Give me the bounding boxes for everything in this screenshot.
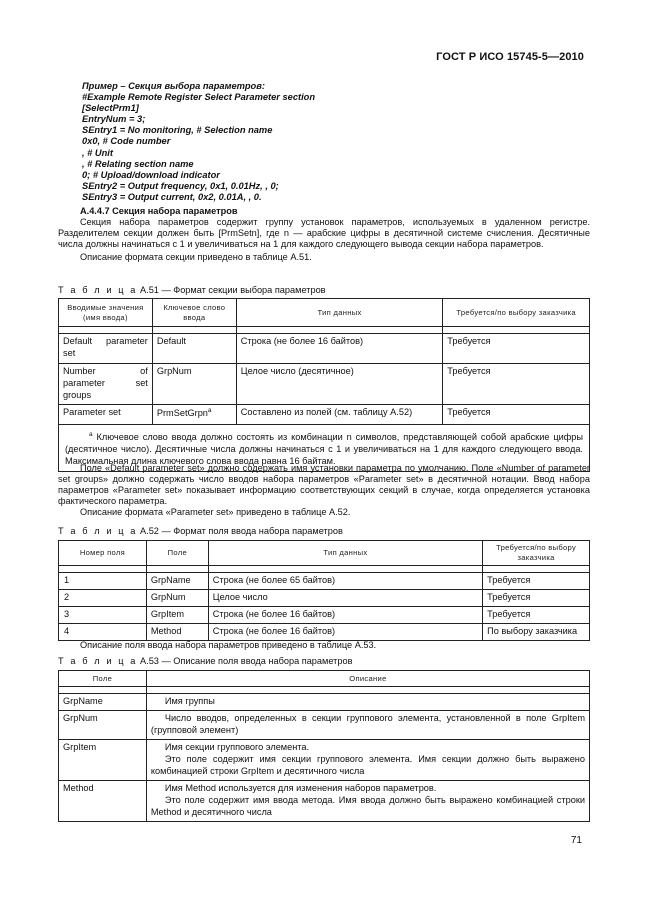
column-header: Поле [146, 541, 208, 566]
standard-header: ГОСТ Р ИСО 15745-5—2010 [436, 51, 584, 63]
column-header: Вводимые значения (имя ввода) [59, 299, 153, 327]
table-row: Number of parameter set groups GrpNum Целое число (десятичное) Требуется [59, 364, 590, 405]
paragraph-after-a51: Поле «Default parameter set» должно содержать имя установки параметра по умолчанию. Поле «Number of parameter set groups» должно содержать число вводов набора параметров «Parameter set» в десятичной нотации. Ввод набора параметров «Parameter set» показывает информацию соответствующих секций в случае, когда определяется установка фактического параметра. Описание формата «Parameter set» приведено в таблице A.52. [58, 463, 590, 518]
table-row: 2 GrpNum Целое число Требуется [59, 589, 590, 606]
page-number: 71 [570, 835, 582, 846]
example-line: , # Unit [82, 147, 113, 158]
table-caption-a51: Т а б л и ц а A.51 — Формат секции выбора параметров [58, 285, 326, 295]
table-a53 [58, 670, 590, 822]
column-header: Номер поля [59, 541, 147, 566]
table-row: GrpNum Число вводов, определенных в секции группового элемента, установленной в поле GrpItem (групповой элемент) [59, 710, 590, 739]
column-header: Требуется/по выбору заказчика [443, 299, 590, 327]
example-line: SEntry2 = Output frequency, 0x1, 0.01Hz, , 0; [82, 180, 279, 191]
example-line: Пример – Секция выбора параметров: [82, 81, 265, 91]
example-line: EntryNum = 3; [82, 114, 146, 125]
table-row: GrpName Имя группы [59, 694, 590, 711]
paragraph-after-a52: Описание поля ввода набора параметров приведено в таблице A.53. [80, 640, 377, 650]
example-line: #Example Remote Register Select Parameter section [82, 92, 316, 103]
column-header: Тип данных [236, 299, 443, 327]
example-line: [SelectPrm1] [82, 103, 139, 114]
section-text [58, 206, 590, 263]
example-line: , # Relating section name [82, 158, 194, 169]
table-footnote: $^a$ Ключевое слово ввода должно состоять из комбинации n символов, представляющей собой арабские цифры (десятичное число). Десятичные числа должны начинаться с 1 и увеличиваться на 1 для каждого следующего ввода. Максимальная длина ключевого слова ввода равна 16 байтам. [59, 424, 590, 471]
table-row: Default parameter set Default Строка (не более 16 байтов) Требуется [59, 334, 590, 364]
table-caption-a52: Т а б л и ц а A.52 — Формат поля ввода набора параметров [58, 526, 343, 536]
column-header: Тип данных [208, 541, 482, 566]
example-line: 0; # Upload/download indicator [82, 169, 220, 180]
table-a51 [58, 298, 590, 472]
example-line: 0x0, # Code number [82, 136, 171, 147]
column-header: Поле [59, 671, 147, 687]
section-paragraph: Описание формата секции приведено в таблице A.51. [80, 252, 312, 263]
column-header: Требуется/по выбору заказчика [483, 541, 590, 566]
table-row: Method Имя Method используется для изменения наборов параметров. Это поле содержит имя ввода метода. Имя ввода должно быть выражено комбинацией строки Method и десятичного числа [59, 780, 590, 821]
column-header: Ключевое слово ввода [152, 299, 236, 327]
section-paragraph: Секция набора параметров содержит группу установок параметров, используемых в удаленном регистре. Разделителем секции должен быть [PrmSetn], где n — арабские цифры в десятичной системе счисления. Десятичные числа должны начинаться с 1 и увеличиваться на 1 для каждого следующего вывода секции набора параметров. [58, 217, 590, 250]
example-block [82, 81, 592, 203]
table-row: Parameter set PrmSetGrpn$^a$ Составлено из полей (см. таблицу A.52) Требуется [59, 404, 590, 424]
section-heading: A.4.4.7 Секция набора параметров [80, 206, 238, 216]
column-header: Описание [146, 671, 589, 687]
table-row: 1 GrpName Строка (не более 65 байтов) Требуется [59, 572, 590, 589]
footnote-mark: a [207, 406, 212, 414]
table-a52 [58, 540, 590, 641]
table-caption-a53: Т а б л и ц а A.53 — Описание поля ввода набора параметров [58, 656, 353, 666]
example-line: SEntry3 = Output current, 0x2, 0.01A, , 0. [82, 191, 262, 202]
table-row: 4 Method Строка (не более 16 байтов) По выбору заказчика [59, 623, 590, 640]
example-line: SEntry1 = No monitoring, # Selection name [82, 125, 273, 136]
table-row: 3 GrpItem Строка (не более 16 байтов) Требуется [59, 606, 590, 623]
table-row: GrpItem Имя секции группового элемента. Это поле содержит имя секции группового элемента. Имя секции должно быть выражено комбинацией строки GrpItem и десятичного числа [59, 739, 590, 780]
